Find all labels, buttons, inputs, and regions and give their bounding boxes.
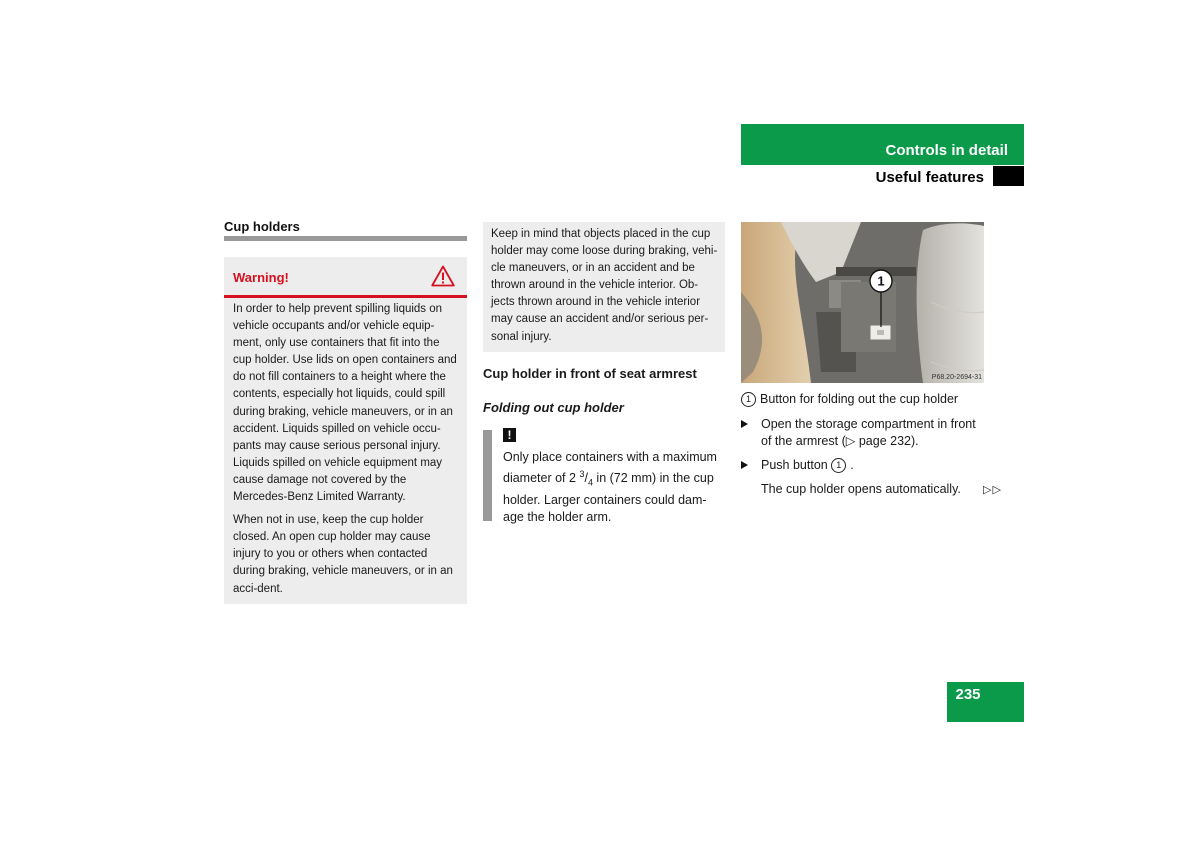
- subheading: Cup holder in front of seat armrest: [483, 366, 697, 381]
- page-number: 235: [955, 686, 981, 703]
- cup-holder-photo: [741, 222, 984, 383]
- section-title: Useful features: [875, 169, 984, 186]
- step-2: [741, 457, 986, 474]
- warning-paragraph-2: When not in use, keep the cup holder closed. An open cup holder may cause injury to you or others when contacted during braking, vehicle maneuvers, or in an acci-dent.: [233, 514, 453, 595]
- warning-heading: Warning!: [233, 270, 289, 285]
- armrest-illustration: [741, 222, 984, 383]
- chapter-header-bar: [741, 124, 1024, 165]
- svg-text:1: 1: [877, 273, 885, 289]
- step-1-text: Open the storage compartment in front of the armrest (▷ page 232).: [761, 417, 976, 449]
- caution-text-end: in (72 mm) in the cup holder. Larger containers could dam-age the holder arm.: [503, 471, 714, 525]
- warning-divider: [224, 295, 467, 298]
- continued-marker: ▷▷: [983, 484, 1002, 496]
- callout-legend: [741, 392, 958, 407]
- step-2-text: [741, 457, 986, 474]
- warning-body: [233, 301, 460, 604]
- title-divider: [224, 236, 467, 241]
- step-2-prefix: Push button: [761, 458, 832, 472]
- fraction-separator: /: [584, 471, 588, 486]
- fraction-numerator: 3: [579, 469, 585, 480]
- warning-paragraph-1: In order to help prevent spilling liquids on vehicle occupants and/or vehicle equip-ment, only use containers that fit into the cup holder. Use lids on open containers and do not fill containers to a height where the contents, especially hot liquids, could spill during braking, vehicle maneuvers, or in an accident. Liquids spilled on vehicle occu-pants may cause serious personal injury. Liquids spilled on vehicle equipment may cause damage not covered by the Mercedes-Benz Limited Warranty.: [233, 303, 457, 504]
- caution-icon: !: [503, 428, 516, 442]
- warning-box: [224, 257, 467, 604]
- result-text: The cup holder opens automatically.: [761, 482, 961, 496]
- chapter-title: Controls in detail: [885, 142, 1008, 159]
- page-title: Cup holders: [224, 219, 300, 234]
- callout-number-badge: 1: [741, 392, 756, 407]
- caution-text: [503, 449, 725, 526]
- step-2-suffix: .: [850, 458, 854, 472]
- caution-text-start: Only place containers with a maximum diameter of 2: [503, 450, 717, 486]
- note-box: [483, 222, 725, 352]
- step-1: [741, 416, 986, 450]
- photo-reference-code: P68.20-2694-31: [931, 374, 982, 381]
- page-number-tab: [947, 682, 1024, 722]
- bullet-arrow-icon: [741, 461, 748, 469]
- callout-text: Button for folding out the cup holder: [760, 392, 959, 406]
- fraction-denominator: 4: [587, 477, 593, 488]
- section-marker-block: [993, 166, 1024, 186]
- warning-triangle-icon: [431, 265, 455, 287]
- note-text: Keep in mind that objects placed in the cup holder may come loose during braking, vehi-cle maneuvers, or in an accident and be thrown around in the vehicle interior. Ob-jects thrown around in the vehicle interior may cause an accident and/or serious per-sonal injury.: [491, 228, 718, 343]
- section-header-bar: [741, 166, 1024, 186]
- bullet-arrow-icon: [741, 420, 748, 428]
- sub-subheading: Folding out cup holder: [483, 400, 624, 415]
- callout-number-badge: 1: [831, 458, 846, 473]
- caution-bar: [483, 430, 492, 521]
